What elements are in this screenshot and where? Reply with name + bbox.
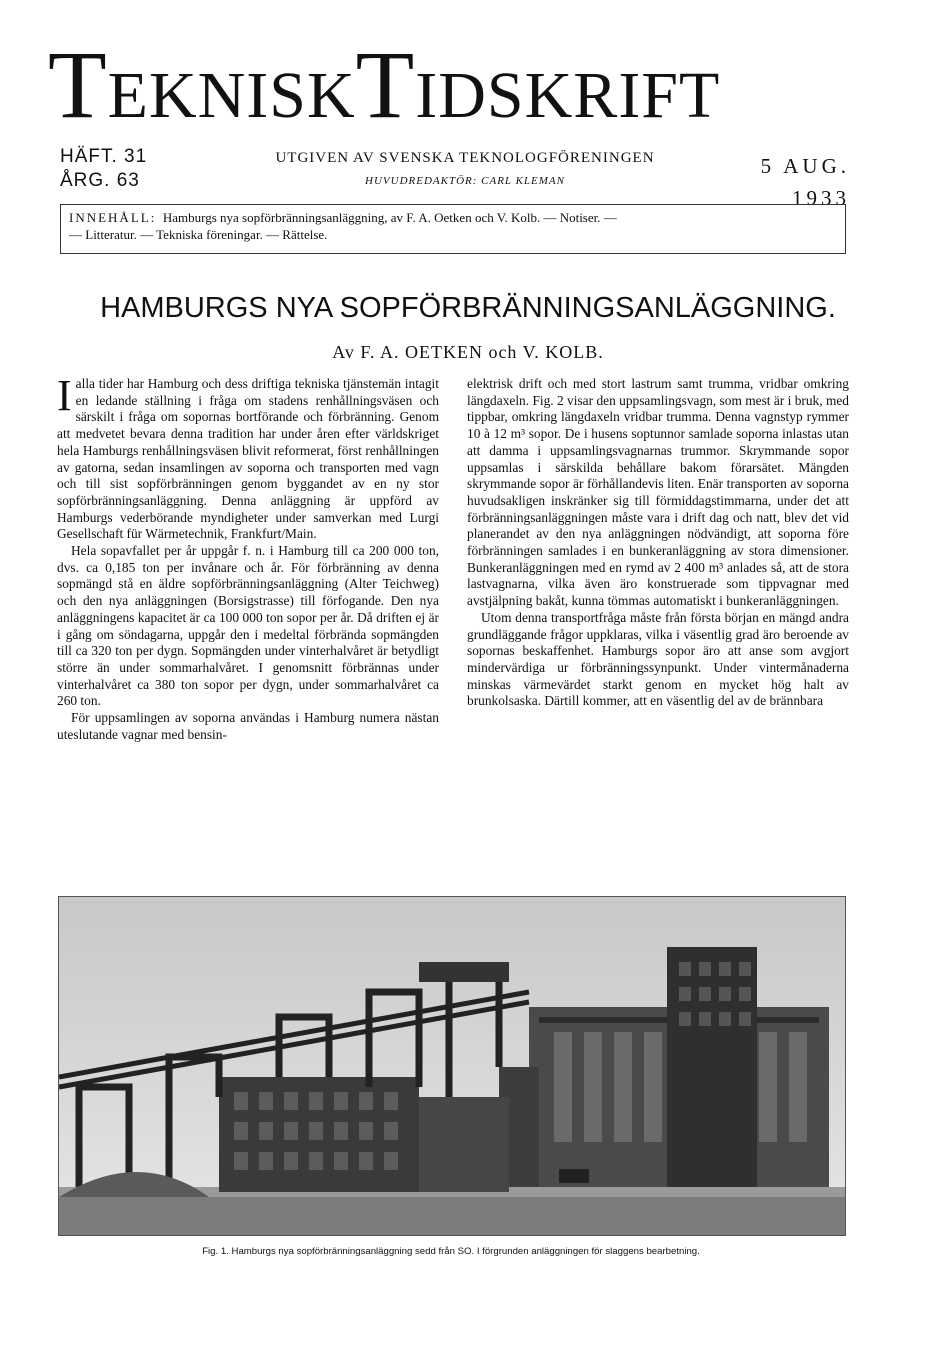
date-day: 5 AUG. bbox=[760, 154, 850, 178]
figure-caption: Fig. 1. Hamburgs nya sopförbränningsanläggning sedd från SO. I förgrunden anläggningen för slaggens bearbetning. bbox=[202, 1246, 700, 1257]
issue-number: HÄFT. 31 bbox=[60, 146, 148, 167]
toc-line-2: — Litteratur. — Tekniska föreningar. — Rättelse. bbox=[69, 227, 328, 242]
paragraph: Utom denna transportfråga måste från första början en mängd andra grundläggande frågor uppklaras, vilka i väsentlig grad äro beroende av sopornas beskaffenhet. Hamburgs sopor äro att anse som avgjort mindervärdiga ur förbränningssynpunkt. Under vintermånaderna minskas värmevärdet starkt genom en mycket hög halt av brunkolsaska. Därtill kommer, att en väsentlig del av de brännbara bbox=[467, 609, 849, 709]
toc-line-1: Hamburgs nya sopförbränningsanläggning, av F. A. Oetken och V. Kolb. — Notiser. — bbox=[162, 210, 617, 225]
paragraph: elektrisk drift och med stort lastrum samt trumma, vridbar omkring längdaxeln. Fig. 2 visar den uppsamlingsvagn, som mest är i bruk, med tippbar, omkring längdaxeln vridbar trumma. Denna vagnstyp rymmer 10 à 12 m³ sopor. De i husens soptunnor samlade soporna inlastas utan att damma i uppsamlingsvagnarnas trummor. Skrymmande sopor uppsamlas i särskilda behållare bakom förarsätet. Mängden skrymmande sopor är förhållandevis liten. Enär transporten av soporna huvudsakligen inskränker sig till förmiddagstimmarna, under det att förbränningsanläggningen måste vara i drift dag och natt, blev det vid planerandet av den nya anläggningen nödvändigt, att soporna före förbränningen samlades i en bunkeranläggning av stora dimensioner. Bunkeranläggningen med en rymd av 2 400 m³ anlades så, att de stora lastvagnarna, vilka även äro konstruerade som tippvagnar med avstjälpning bakåt, kunna tömmas automatiskt i bunkeranläggningen. bbox=[467, 376, 849, 609]
drop-cap: I bbox=[57, 371, 72, 420]
volume-number: ÅRG. 63 bbox=[60, 170, 140, 191]
factory-photograph bbox=[58, 896, 846, 1236]
masthead-title: TEKNISKTIDSKRIFT bbox=[48, 31, 721, 138]
factory-illustration bbox=[59, 897, 845, 1235]
paragraph: Hela sopavfallet per år uppgår f. n. i Hamburg till ca 200 000 ton, dvs. ca 0,185 ton per invånare och år. För förbränning av denna sopmängd stå en äldre sopförbränningsanläggning (Alter Teichweg) och den nya anläggningen (Borsigstrasse) till förfogande. Den nya anläggningens kapacitet är ca 100 000 ton sopor per år. Då driften ej är i gång om söndagarna, uppgår den i medeltal förbrända sopmängden till ca 320 ton per dygn. Sopmängden under vinterhalvåret är betydligt större än under sommarhalvåret. I genomsnitt förbrännas under vinterhalvåret ca 380 ton sopor per dygn, under sommarhalvåret ca 260 ton. bbox=[57, 543, 439, 709]
publisher-block bbox=[230, 150, 700, 187]
article-title: HAMBURGS NYA SOPFÖRBRÄNNINGSANLÄGGNING. bbox=[100, 292, 836, 324]
article-byline: Av F. A. OETKEN och V. KOLB. bbox=[332, 342, 604, 362]
text-column-right bbox=[467, 376, 849, 710]
date-year: 1933 bbox=[792, 186, 850, 210]
paragraph: För uppsamlingen av soporna användas i Hamburg numera nästan uteslutande vagnar med bensin- bbox=[57, 710, 439, 742]
issue-volume bbox=[60, 145, 147, 193]
publisher: UTGIVEN AV SVENSKA TEKNOLOGFÖRENINGEN bbox=[275, 150, 655, 166]
table-of-contents bbox=[60, 204, 846, 254]
editor: HUVUDREDAKTÖR: CARL KLEMAN bbox=[365, 175, 565, 187]
paragraph: Ialla tider har Hamburg och dess driftiga tekniska tjänstemän intagit en ledande ställning i fråga om stadens renhållningsväsen och särskilt i fråga om sopornas bortförande och förbränning. Genom att medvetet bevara denna tradition har under åren efter världskriget hela Hamburgs renhållningsväsen blivit reformerat, först renhållningen av gatorna, sedan insamlingen av soporna och transporten med vagn och till sist sopförbränningen genom byggandet av en ny stor sopförbränningsanläggning. Denna anläggning är uppförd av Hamburgs vederbörande myndigheter under samverkan med Lurgi Gesellschaft für Wärmetechnik, Frankfurt/Main. bbox=[57, 371, 439, 542]
text-column-left bbox=[57, 371, 439, 743]
toc-label: INNEHÅLL: bbox=[69, 210, 157, 225]
